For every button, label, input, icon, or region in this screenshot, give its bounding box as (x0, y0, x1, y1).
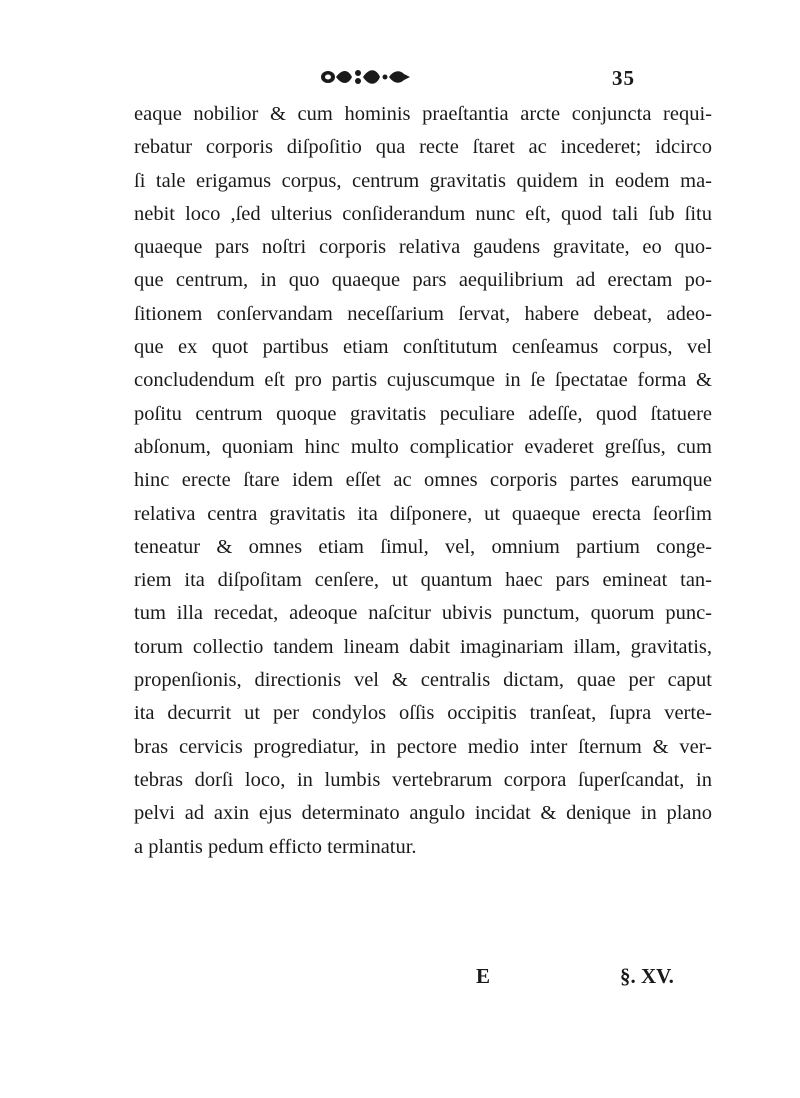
text-line: riem ita diſpoſitam cenſere, ut quantum haec pars emineat tan- (134, 569, 712, 592)
text-line: tebras dorſi loco, in lumbis vertebrarum corpora ſuperſcandat, in (134, 768, 712, 791)
text-line: propenſionis, directionis vel & centralis dictam, quae per caput (134, 669, 712, 692)
printer-ornament-icon (320, 66, 412, 88)
text-line: eaque nobilior & cum hominis praeſtantia arcte conjuncta requi- (134, 103, 712, 125)
page-footer (0, 964, 800, 994)
text-line: rebatur corporis diſpoſitio qua recte ſtaret ac incederet; idcirco (134, 136, 712, 159)
text-line: pelvi ad axin ejus determinato angulo incidat & denique in plano (134, 802, 712, 825)
text-line-last: a plantis pedum efficto terminatur. (134, 835, 417, 858)
text-line: torum collectio tandem lineam dabit imaginariam illam, gravitatis, (134, 635, 712, 658)
text-line: bras cervicis progrediatur, in pectore medio inter ſternum & ver- (134, 735, 712, 758)
text-line: teneatur & omnes etiam ſimul, vel, omnium partium conge- (134, 535, 712, 558)
text-line: ſi tale erigamus corpus, centrum gravitatis quidem in eodem ma- (134, 169, 712, 192)
text-line: concludendum eſt pro partis cujuscumque in ſe ſpectatae forma & (134, 369, 712, 392)
body-text (134, 98, 712, 864)
text-line: quaeque pars noſtri corporis relativa gaudens gravitate, eo quo- (134, 236, 712, 259)
text-line: nebit loco ,ſed ulterius conſiderandum nunc eſt, quod tali ſub ſitu (134, 202, 712, 225)
text-line: ita decurrit ut per condylos oſſis occipitis tranſeat, ſupra verte- (134, 702, 712, 725)
text-line: abſonum, quoniam hinc multo complicatior evaderet greſſus, cum (134, 435, 712, 458)
signature-mark: E (476, 964, 491, 988)
text-line: que centrum, in quo quaeque pars aequilibrium ad erectam po- (134, 269, 712, 292)
catchword: §. XV. (620, 964, 674, 988)
page-number: 35 (612, 66, 635, 90)
text-line: que ex quot partibus etiam conſtitutum cenſeamus corpus, vel (134, 336, 712, 359)
text-line: poſitu centrum quoque gravitatis peculiare adeſſe, quod ſtatuere (134, 402, 712, 425)
text-line: tum illa recedat, adeoque naſcitur ubivis punctum, quorum punc- (134, 602, 712, 625)
text-line: relativa centra gravitatis ita diſponere, ut quaeque erecta ſeorſim (134, 502, 712, 525)
text-line: ſitionem conſervandam neceſſarium ſervat, habere debeat, adeo- (134, 302, 712, 325)
text-line: hinc erecte ſtare idem eſſet ac omnes corporis partes earumque (134, 469, 712, 492)
